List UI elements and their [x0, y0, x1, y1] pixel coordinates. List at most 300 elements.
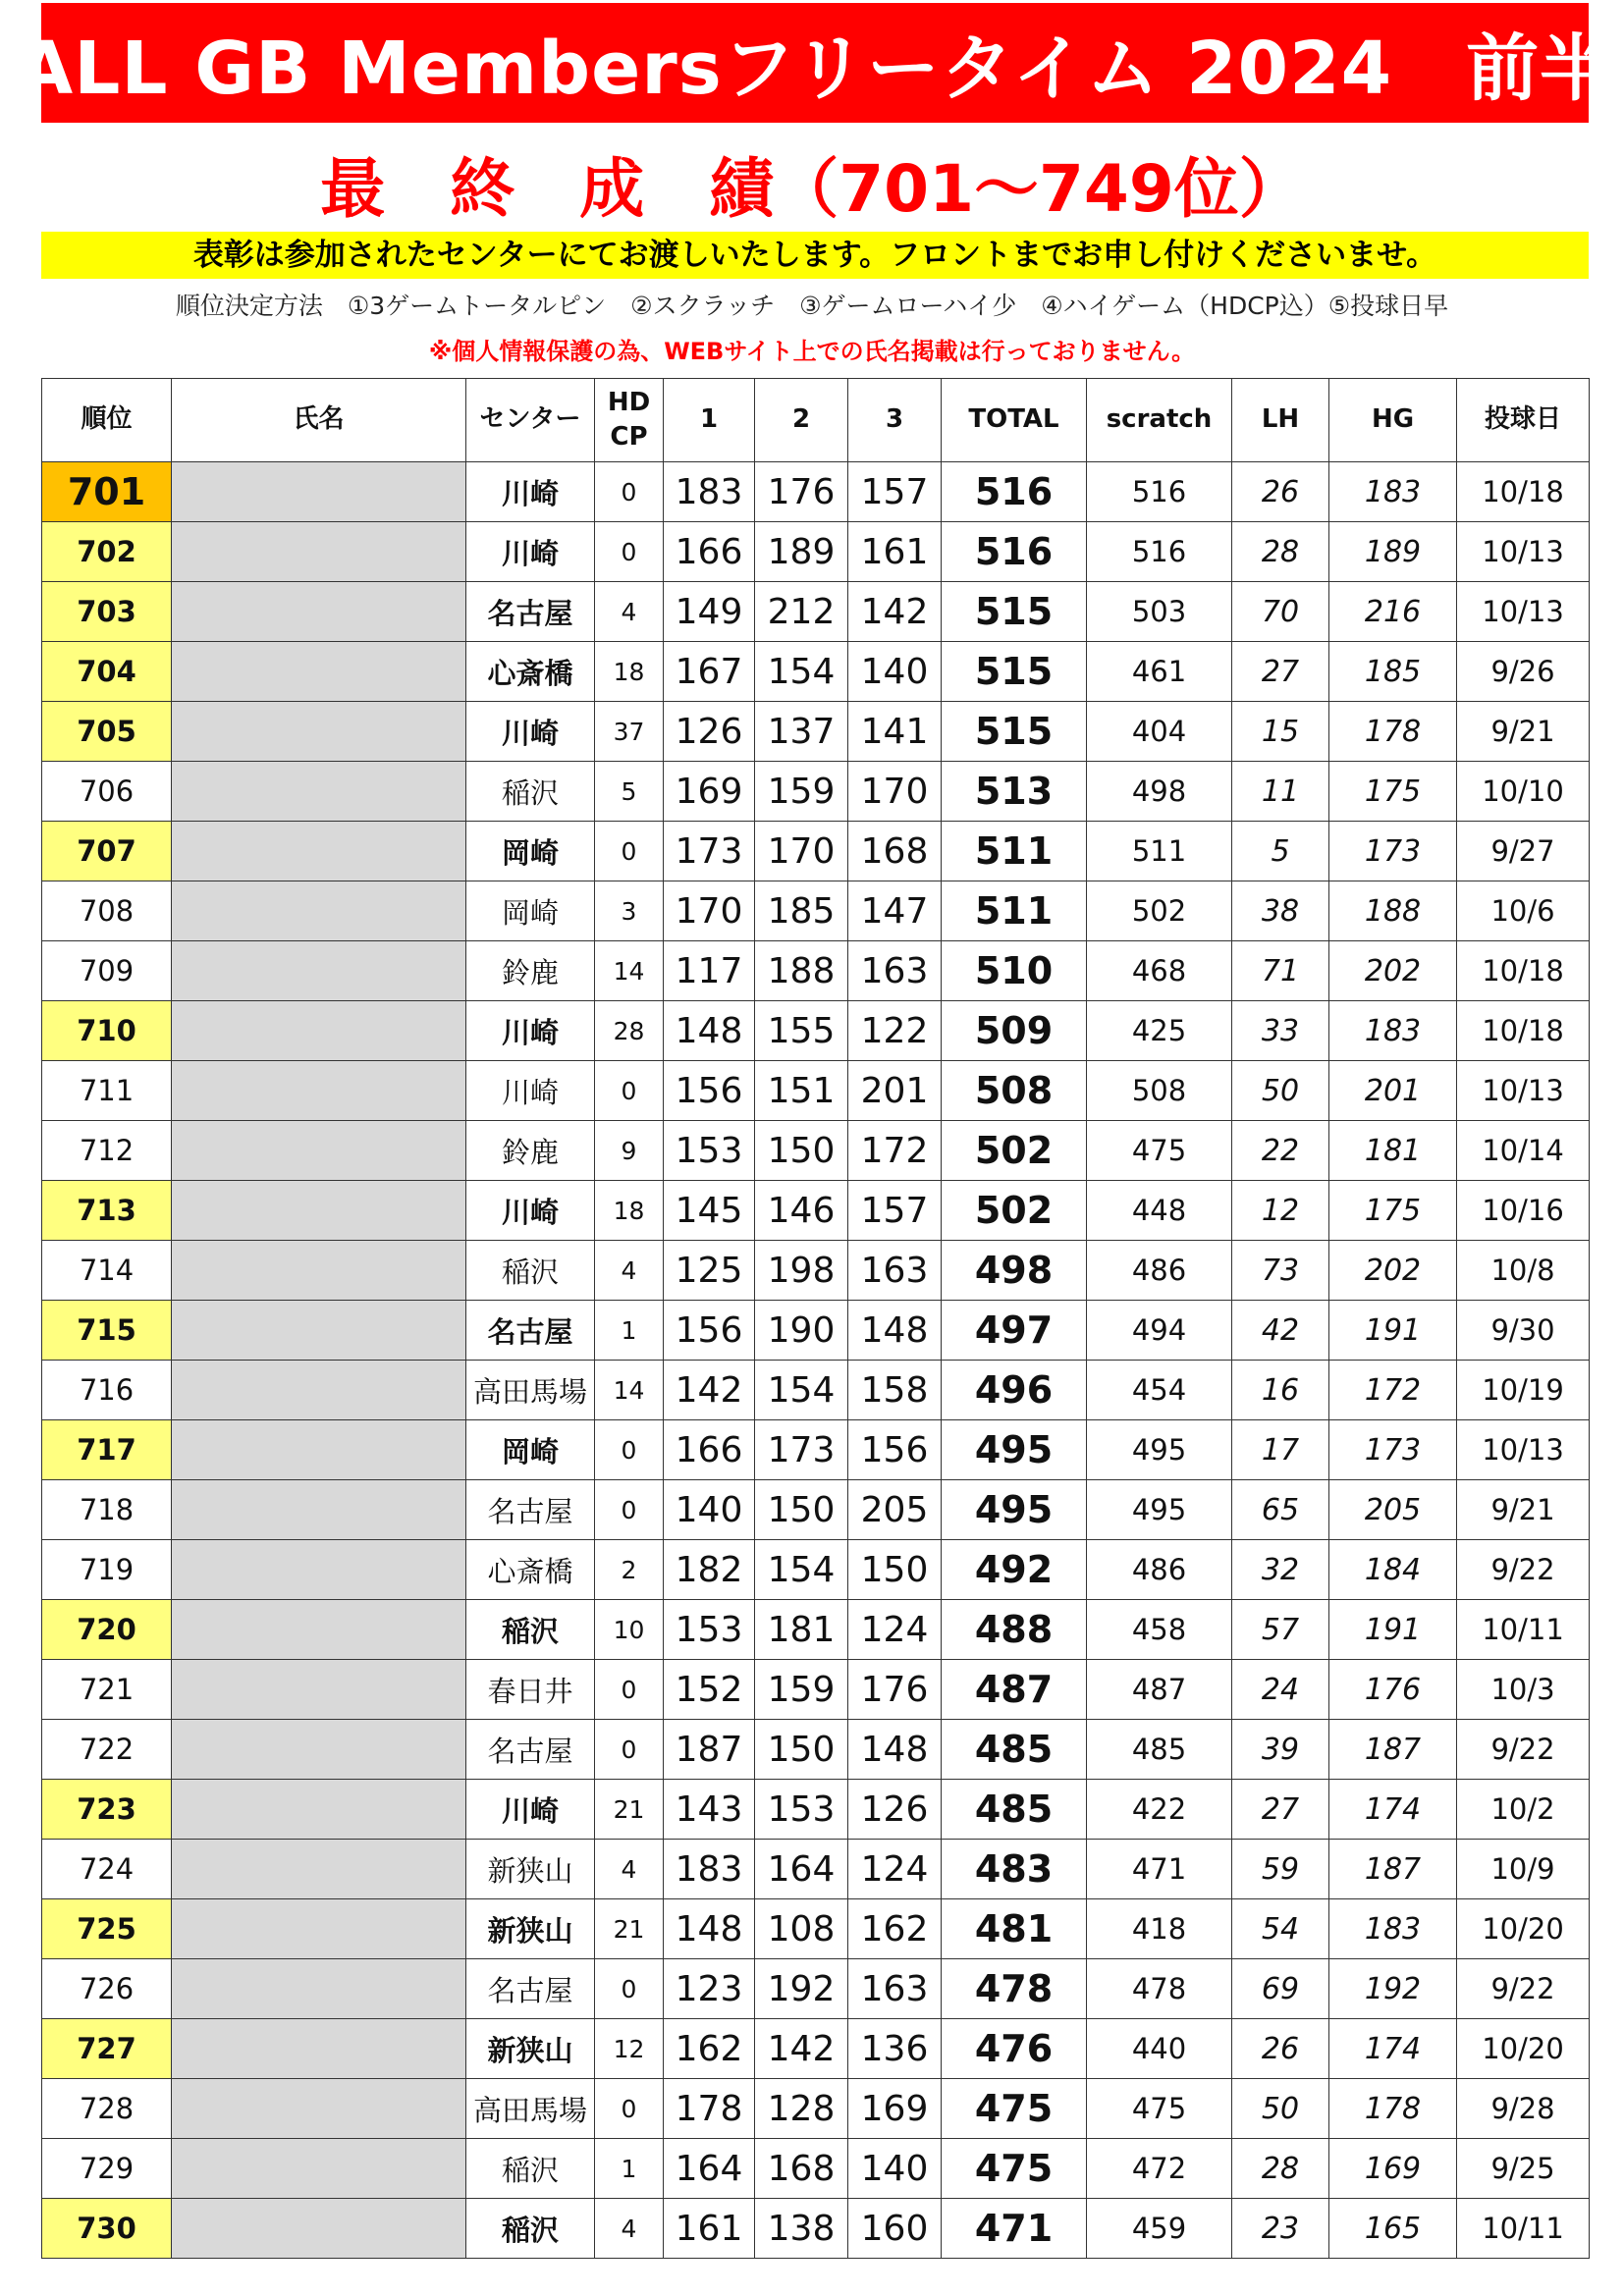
cell-hdcp: 2	[595, 1540, 664, 1600]
cell-game3: 172	[848, 1121, 942, 1181]
cell-hdcp: 0	[595, 1660, 664, 1720]
cell-hg: 178	[1329, 2079, 1457, 2139]
table-row	[42, 762, 1590, 822]
cell-game2: 212	[755, 582, 848, 642]
cell-game2: 153	[755, 1780, 848, 1840]
cell-hdcp: 0	[595, 1959, 664, 2019]
table-row	[42, 702, 1590, 762]
cell-scratch: 516	[1087, 462, 1232, 522]
cell-name	[172, 881, 466, 941]
cell-date: 10/18	[1457, 941, 1590, 1001]
cell-game1: 140	[664, 1480, 755, 1540]
cell-scratch: 422	[1087, 1780, 1232, 1840]
cell-hdcp: 14	[595, 1361, 664, 1420]
page-title: ALL GB Membersフリータイム 2024 前半	[41, 3, 1589, 123]
cell-date: 10/10	[1457, 762, 1590, 822]
cell-hg: 201	[1329, 1061, 1457, 1121]
cell-hg: 184	[1329, 1540, 1457, 1600]
cell-game1: 149	[664, 582, 755, 642]
cell-game3: 160	[848, 2199, 942, 2259]
table-row	[42, 1001, 1590, 1061]
cell-scratch: 495	[1087, 1480, 1232, 1540]
cell-rank: 722	[42, 1720, 172, 1780]
cell-lh: 28	[1232, 522, 1329, 582]
cell-game2: 188	[755, 941, 848, 1001]
cell-game2: 108	[755, 1899, 848, 1959]
cell-scratch: 486	[1087, 1540, 1232, 1600]
cell-hdcp: 4	[595, 1840, 664, 1899]
cell-date: 10/13	[1457, 1061, 1590, 1121]
column-header-game3: 3	[848, 379, 942, 462]
cell-game2: 150	[755, 1121, 848, 1181]
cell-game3: 169	[848, 2079, 942, 2139]
cell-game1: 164	[664, 2139, 755, 2199]
cell-name	[172, 2199, 466, 2259]
table-row	[42, 1899, 1590, 1959]
cell-name	[172, 1241, 466, 1301]
cell-hdcp: 3	[595, 881, 664, 941]
cell-rank: 725	[42, 1899, 172, 1959]
cell-total: 487	[942, 1660, 1087, 1720]
cell-hg: 202	[1329, 941, 1457, 1001]
cell-date: 10/6	[1457, 881, 1590, 941]
cell-rank: 708	[42, 881, 172, 941]
cell-hg: 173	[1329, 1420, 1457, 1480]
cell-lh: 69	[1232, 1959, 1329, 2019]
cell-name	[172, 522, 466, 582]
cell-date: 10/11	[1457, 1600, 1590, 1660]
cell-center: 新狭山	[466, 2019, 595, 2079]
column-header-total: TOTAL	[942, 379, 1087, 462]
cell-scratch: 461	[1087, 642, 1232, 702]
cell-rank: 713	[42, 1181, 172, 1241]
cell-center: 川崎	[466, 702, 595, 762]
cell-game3: 157	[848, 462, 942, 522]
cell-center: 高田馬場	[466, 2079, 595, 2139]
cell-lh: 12	[1232, 1181, 1329, 1241]
cell-date: 9/22	[1457, 1540, 1590, 1600]
cell-hdcp: 4	[595, 1241, 664, 1301]
cell-name	[172, 1181, 466, 1241]
column-header-date: 投球日	[1457, 379, 1590, 462]
cell-name	[172, 2139, 466, 2199]
cell-date: 10/3	[1457, 1660, 1590, 1720]
cell-center: 稲沢	[466, 1241, 595, 1301]
cell-name	[172, 2079, 466, 2139]
cell-lh: 28	[1232, 2139, 1329, 2199]
cell-lh: 23	[1232, 2199, 1329, 2259]
table-row	[42, 1660, 1590, 1720]
results-body	[42, 462, 1590, 2259]
cell-game2: 164	[755, 1840, 848, 1899]
cell-center: 岡崎	[466, 822, 595, 881]
cell-total: 515	[942, 582, 1087, 642]
cell-total: 476	[942, 2019, 1087, 2079]
cell-game1: 117	[664, 941, 755, 1001]
cell-scratch: 475	[1087, 2079, 1232, 2139]
column-header-hdcp	[595, 379, 664, 462]
cell-center: 名古屋	[466, 1301, 595, 1361]
cell-game3: 141	[848, 702, 942, 762]
cell-name	[172, 1420, 466, 1480]
cell-hg: 216	[1329, 582, 1457, 642]
cell-game2: 173	[755, 1420, 848, 1480]
cell-game3: 156	[848, 1420, 942, 1480]
cell-rank: 727	[42, 2019, 172, 2079]
cell-game3: 148	[848, 1720, 942, 1780]
cell-date: 9/22	[1457, 1720, 1590, 1780]
cell-game3: 163	[848, 941, 942, 1001]
cell-scratch: 440	[1087, 2019, 1232, 2079]
cell-total: 515	[942, 642, 1087, 702]
cell-total: 513	[942, 762, 1087, 822]
cell-hg: 173	[1329, 822, 1457, 881]
cell-hdcp: 4	[595, 582, 664, 642]
cell-center: 岡崎	[466, 881, 595, 941]
cell-game3: 205	[848, 1480, 942, 1540]
cell-game1: 183	[664, 462, 755, 522]
cell-name	[172, 1720, 466, 1780]
table-row	[42, 2079, 1590, 2139]
hdcp-header-line2: CP	[610, 422, 648, 452]
column-header-scratch: scratch	[1087, 379, 1232, 462]
cell-hdcp: 0	[595, 462, 664, 522]
cell-rank: 716	[42, 1361, 172, 1420]
cell-rank: 723	[42, 1780, 172, 1840]
cell-game1: 182	[664, 1540, 755, 1600]
cell-game1: 126	[664, 702, 755, 762]
cell-total: 516	[942, 462, 1087, 522]
cell-lh: 70	[1232, 582, 1329, 642]
cell-date: 10/13	[1457, 1420, 1590, 1480]
cell-total: 492	[942, 1540, 1087, 1600]
cell-game1: 125	[664, 1241, 755, 1301]
cell-scratch: 511	[1087, 822, 1232, 881]
cell-game3: 157	[848, 1181, 942, 1241]
cell-game1: 167	[664, 642, 755, 702]
cell-name	[172, 1899, 466, 1959]
cell-hg: 191	[1329, 1600, 1457, 1660]
cell-rank: 721	[42, 1660, 172, 1720]
cell-hdcp: 1	[595, 1301, 664, 1361]
cell-center: 稲沢	[466, 1600, 595, 1660]
cell-hdcp: 12	[595, 2019, 664, 2079]
cell-scratch: 498	[1087, 762, 1232, 822]
cell-game1: 123	[664, 1959, 755, 2019]
cell-game2: 155	[755, 1001, 848, 1061]
cell-lh: 32	[1232, 1540, 1329, 1600]
table-row	[42, 2019, 1590, 2079]
cell-total: 498	[942, 1241, 1087, 1301]
cell-total: 509	[942, 1001, 1087, 1061]
cell-hdcp: 10	[595, 1600, 664, 1660]
cell-rank: 712	[42, 1121, 172, 1181]
cell-hg: 185	[1329, 642, 1457, 702]
cell-rank: 706	[42, 762, 172, 822]
cell-game2: 154	[755, 642, 848, 702]
cell-game2: 168	[755, 2139, 848, 2199]
cell-name	[172, 1959, 466, 2019]
cell-center: 心斎橋	[466, 1540, 595, 1600]
cell-game3: 148	[848, 1301, 942, 1361]
cell-date: 10/16	[1457, 1181, 1590, 1241]
cell-date: 10/11	[1457, 2199, 1590, 2259]
cell-center: 名古屋	[466, 582, 595, 642]
cell-total: 511	[942, 881, 1087, 941]
cell-rank: 717	[42, 1420, 172, 1480]
cell-name	[172, 1061, 466, 1121]
award-notice: 表彰は参加されたセンターにてお渡しいたします。フロントまでお申し付けくださいませ。	[41, 232, 1589, 279]
cell-name	[172, 1480, 466, 1540]
cell-game3: 140	[848, 2139, 942, 2199]
cell-hg: 187	[1329, 1840, 1457, 1899]
table-row	[42, 1720, 1590, 1780]
cell-center: 春日井	[466, 1660, 595, 1720]
cell-game2: 138	[755, 2199, 848, 2259]
cell-name	[172, 1001, 466, 1061]
cell-total: 485	[942, 1720, 1087, 1780]
cell-game2: 150	[755, 1480, 848, 1540]
cell-hg: 188	[1329, 881, 1457, 941]
cell-rank: 701	[42, 462, 172, 522]
cell-game1: 143	[664, 1780, 755, 1840]
column-header-game1: 1	[664, 379, 755, 462]
cell-game2: 176	[755, 462, 848, 522]
cell-scratch: 494	[1087, 1301, 1232, 1361]
cell-game2: 189	[755, 522, 848, 582]
table-header-row	[42, 379, 1590, 462]
cell-game3: 126	[848, 1780, 942, 1840]
cell-date: 10/19	[1457, 1361, 1590, 1420]
cell-date: 10/2	[1457, 1780, 1590, 1840]
cell-game3: 168	[848, 822, 942, 881]
cell-game2: 137	[755, 702, 848, 762]
cell-center: 鈴鹿	[466, 941, 595, 1001]
cell-lh: 15	[1232, 702, 1329, 762]
column-header-hg: HG	[1329, 379, 1457, 462]
cell-hdcp: 21	[595, 1780, 664, 1840]
table-row	[42, 582, 1590, 642]
cell-game3: 201	[848, 1061, 942, 1121]
table-row	[42, 1181, 1590, 1241]
cell-center: 川崎	[466, 522, 595, 582]
cell-game2: 159	[755, 762, 848, 822]
cell-center: 名古屋	[466, 1720, 595, 1780]
cell-date: 9/27	[1457, 822, 1590, 881]
cell-hdcp: 0	[595, 2079, 664, 2139]
cell-hdcp: 5	[595, 762, 664, 822]
cell-hdcp: 0	[595, 522, 664, 582]
cell-rank: 714	[42, 1241, 172, 1301]
cell-total: 495	[942, 1480, 1087, 1540]
cell-game1: 156	[664, 1061, 755, 1121]
cell-center: 稲沢	[466, 2139, 595, 2199]
cell-rank: 726	[42, 1959, 172, 2019]
cell-game1: 145	[664, 1181, 755, 1241]
cell-game1: 161	[664, 2199, 755, 2259]
cell-game1: 156	[664, 1301, 755, 1361]
cell-date: 10/14	[1457, 1121, 1590, 1181]
table-row	[42, 822, 1590, 881]
cell-total: 495	[942, 1420, 1087, 1480]
cell-game3: 170	[848, 762, 942, 822]
cell-lh: 42	[1232, 1301, 1329, 1361]
table-row	[42, 1420, 1590, 1480]
cell-game3: 140	[848, 642, 942, 702]
cell-total: 516	[942, 522, 1087, 582]
cell-hg: 174	[1329, 1780, 1457, 1840]
cell-rank: 718	[42, 1480, 172, 1540]
cell-total: 502	[942, 1181, 1087, 1241]
cell-hdcp: 0	[595, 1420, 664, 1480]
cell-hdcp: 4	[595, 2199, 664, 2259]
cell-game2: 192	[755, 1959, 848, 2019]
cell-hdcp: 0	[595, 1720, 664, 1780]
cell-hg: 165	[1329, 2199, 1457, 2259]
cell-center: 新狭山	[466, 1840, 595, 1899]
cell-hg: 189	[1329, 522, 1457, 582]
table-row	[42, 1061, 1590, 1121]
cell-game3: 122	[848, 1001, 942, 1061]
cell-scratch: 459	[1087, 2199, 1232, 2259]
cell-center: 名古屋	[466, 1959, 595, 2019]
cell-rank: 720	[42, 1600, 172, 1660]
cell-total: 488	[942, 1600, 1087, 1660]
table-row	[42, 1241, 1590, 1301]
cell-center: 名古屋	[466, 1480, 595, 1540]
cell-scratch: 471	[1087, 1840, 1232, 1899]
cell-game1: 187	[664, 1720, 755, 1780]
cell-date: 9/25	[1457, 2139, 1590, 2199]
cell-rank: 705	[42, 702, 172, 762]
cell-game1: 166	[664, 522, 755, 582]
cell-game2: 154	[755, 1540, 848, 1600]
table-row	[42, 881, 1590, 941]
cell-date: 10/13	[1457, 522, 1590, 582]
cell-total: 483	[942, 1840, 1087, 1899]
cell-scratch: 425	[1087, 1001, 1232, 1061]
table-row	[42, 2199, 1590, 2259]
cell-hg: 175	[1329, 762, 1457, 822]
column-header-name: 氏名	[172, 379, 466, 462]
cell-name	[172, 1361, 466, 1420]
ranking-method: 順位決定方法 ①3ゲームトータルピン ②スクラッチ ③ゲームローハイ少 ④ハイゲーム（HDCP込）⑤投球日早	[175, 292, 1449, 320]
cell-total: 511	[942, 822, 1087, 881]
cell-center: 新狭山	[466, 1899, 595, 1959]
cell-hg: 176	[1329, 1660, 1457, 1720]
cell-hg: 202	[1329, 1241, 1457, 1301]
cell-rank: 730	[42, 2199, 172, 2259]
cell-scratch: 418	[1087, 1899, 1232, 1959]
cell-center: 川崎	[466, 1061, 595, 1121]
cell-hdcp: 28	[595, 1001, 664, 1061]
cell-rank: 729	[42, 2139, 172, 2199]
cell-game2: 142	[755, 2019, 848, 2079]
cell-center: 川崎	[466, 462, 595, 522]
cell-lh: 57	[1232, 1600, 1329, 1660]
cell-date: 10/9	[1457, 1840, 1590, 1899]
cell-total: 510	[942, 941, 1087, 1001]
cell-name	[172, 2019, 466, 2079]
cell-game3: 163	[848, 1241, 942, 1301]
cell-rank: 707	[42, 822, 172, 881]
cell-hg: 178	[1329, 702, 1457, 762]
cell-lh: 27	[1232, 1780, 1329, 1840]
cell-hg: 183	[1329, 462, 1457, 522]
cell-name	[172, 762, 466, 822]
cell-date: 9/21	[1457, 702, 1590, 762]
cell-game1: 173	[664, 822, 755, 881]
cell-total: 497	[942, 1301, 1087, 1361]
cell-game3: 150	[848, 1540, 942, 1600]
cell-lh: 65	[1232, 1480, 1329, 1540]
cell-date: 9/26	[1457, 642, 1590, 702]
cell-hg: 172	[1329, 1361, 1457, 1420]
cell-date: 9/22	[1457, 1959, 1590, 2019]
cell-game3: 124	[848, 1600, 942, 1660]
cell-lh: 17	[1232, 1420, 1329, 1480]
cell-game2: 181	[755, 1600, 848, 1660]
cell-lh: 59	[1232, 1840, 1329, 1899]
cell-game1: 178	[664, 2079, 755, 2139]
cell-hdcp: 21	[595, 1899, 664, 1959]
cell-date: 9/30	[1457, 1301, 1590, 1361]
cell-name	[172, 1780, 466, 1840]
cell-game2: 185	[755, 881, 848, 941]
cell-scratch: 404	[1087, 702, 1232, 762]
column-header-game2: 2	[755, 379, 848, 462]
hdcp-header-line1: HD	[607, 387, 651, 417]
cell-center: 心斎橋	[466, 642, 595, 702]
cell-game2: 150	[755, 1720, 848, 1780]
cell-scratch: 458	[1087, 1600, 1232, 1660]
cell-center: 高田馬場	[466, 1361, 595, 1420]
column-header-rank: 順位	[42, 379, 172, 462]
cell-hg: 187	[1329, 1720, 1457, 1780]
cell-date: 9/21	[1457, 1480, 1590, 1540]
cell-hg: 181	[1329, 1121, 1457, 1181]
table-row	[42, 522, 1590, 582]
cell-game2: 151	[755, 1061, 848, 1121]
cell-rank: 719	[42, 1540, 172, 1600]
cell-game1: 170	[664, 881, 755, 941]
cell-total: 481	[942, 1899, 1087, 1959]
cell-game1: 169	[664, 762, 755, 822]
cell-lh: 54	[1232, 1899, 1329, 1959]
cell-center: 稲沢	[466, 762, 595, 822]
cell-scratch: 508	[1087, 1061, 1232, 1121]
cell-scratch: 502	[1087, 881, 1232, 941]
table-row	[42, 462, 1590, 522]
cell-name	[172, 941, 466, 1001]
cell-game3: 162	[848, 1899, 942, 1959]
table-row	[42, 1600, 1590, 1660]
cell-game3: 158	[848, 1361, 942, 1420]
cell-date: 10/20	[1457, 2019, 1590, 2079]
cell-scratch: 448	[1087, 1181, 1232, 1241]
cell-hdcp: 14	[595, 941, 664, 1001]
cell-game1: 142	[664, 1361, 755, 1420]
cell-rank: 702	[42, 522, 172, 582]
table-row	[42, 1361, 1590, 1420]
table-row	[42, 1301, 1590, 1361]
cell-game2: 128	[755, 2079, 848, 2139]
cell-scratch: 516	[1087, 522, 1232, 582]
cell-game1: 166	[664, 1420, 755, 1480]
cell-game3: 136	[848, 2019, 942, 2079]
cell-date: 10/18	[1457, 1001, 1590, 1061]
cell-game1: 152	[664, 1660, 755, 1720]
